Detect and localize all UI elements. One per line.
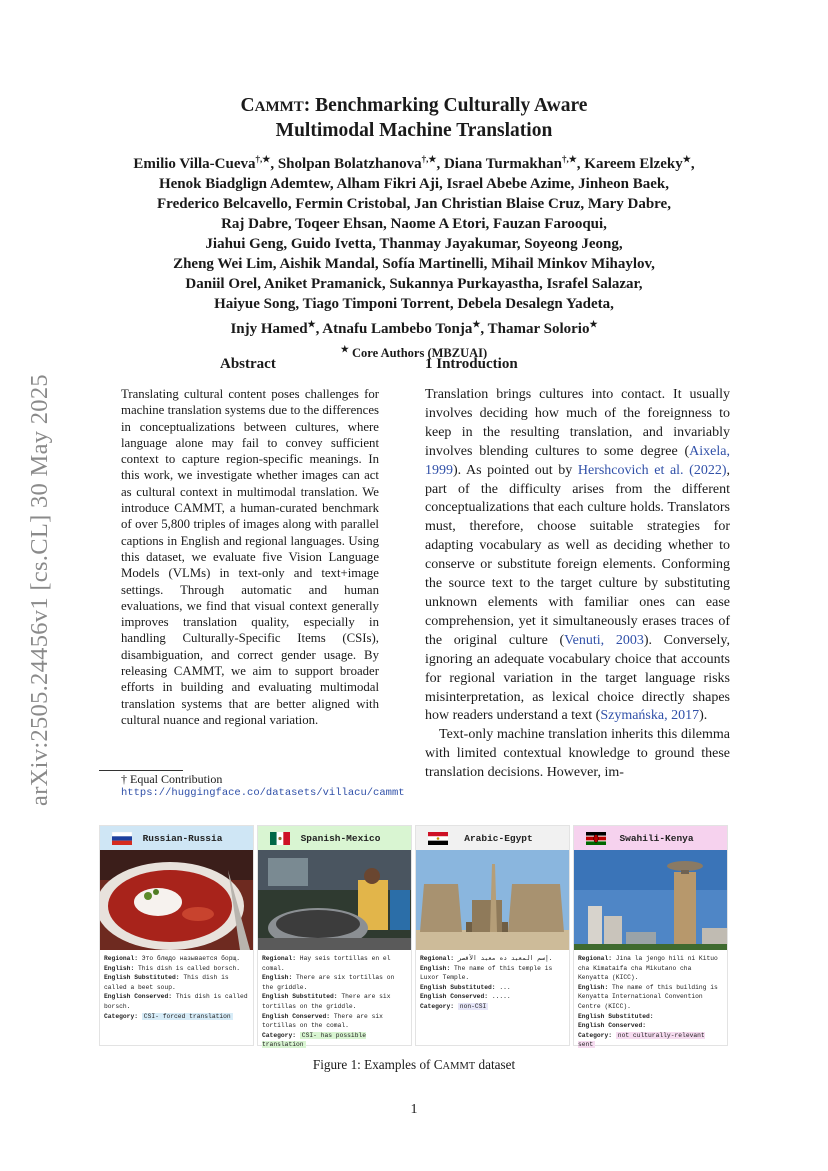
author-affil-mark: †,★ (255, 154, 271, 164)
author-name: Injy Hamed (230, 321, 308, 337)
regional-label: Regional: (578, 955, 613, 962)
substituted-caption: ... (499, 983, 511, 991)
regional-label: Regional: (420, 955, 455, 962)
substituted-caption: There are six tortillas on the griddle. (262, 993, 391, 1010)
caption-prefix: Figure 1: Examples of C (312, 1057, 443, 1072)
introduction-body (425, 386, 730, 783)
category-tag: non-CSI (459, 1002, 487, 1010)
substituted-label: English Substituted: (104, 974, 180, 982)
author-affil-mark: ★ (307, 319, 316, 329)
intro-text: ). Conversely, ignoring an adequate vocabulary choice that accounts for regional variation in the target language risks misinterpretation, as lexical choice directly shapes how readers understand a text ( (425, 632, 730, 724)
substituted-label: English Substituted: (262, 993, 338, 1001)
conserved-label: English Conserved: (262, 1012, 331, 1020)
intro-paragraph-2: Text-only machine translation inherits this dilemma with limited contextual knowledge to ground these translation decisions. However, im- (425, 727, 730, 781)
english-caption: The name of this building is Kenyatta International Convention Centre (KICC). (578, 983, 718, 1010)
card-captions (574, 950, 727, 1050)
conserved-caption: This dish is called borsch. (104, 993, 248, 1010)
author-line: Haiyue Song, Tiago Timponi Torrent, Debela Desalegn Yadeta, (214, 296, 614, 312)
example-card-swahili (573, 825, 728, 1049)
english-label: English: (420, 964, 451, 972)
introduction-heading: 1 Introduction (425, 356, 518, 372)
author-affil-mark: †,★ (561, 154, 577, 164)
example-card-russian (99, 825, 254, 1046)
author-affil-mark: ★ (682, 154, 691, 164)
figure-caption (0, 1057, 828, 1073)
author-line: Raj Dabre, Toqeer Ehsan, Naome A Etori, Fauzan Farooqui, (221, 216, 607, 232)
category-tag: not culturally-relevant sent (578, 1031, 705, 1049)
substituted-label: English Substituted: (420, 983, 496, 991)
egypt-flag-icon (428, 832, 448, 845)
author-name: , Atnafu Lambebo Tonja (315, 321, 473, 337)
russia-flag-icon (112, 832, 132, 845)
english-label: English: (262, 974, 293, 982)
english-label: English: (578, 983, 609, 991)
conserved-caption: ..... (491, 993, 511, 1001)
author-affil-mark: ★ (472, 319, 481, 329)
regional-label: Regional: (262, 955, 297, 962)
arxiv-id-text: arXiv:2505.24456v1 [cs.CL] 30 May 2025 (26, 374, 53, 806)
citation-link[interactable]: Venuti, 2003 (564, 632, 644, 648)
kicc-skyline-image (574, 850, 727, 950)
english-caption: The name of this temple is Luxor Temple. (420, 964, 553, 982)
citation-link[interactable]: Aixela, 1999 (425, 443, 730, 478)
category-label: Category: (262, 1031, 297, 1039)
abstract-body: Translating cultural content poses challenges for machine translation systems due to the differences in conceptualizations between cultures, where language alone may fail to convey sufficient context to capture region-specific meanings. In this work, we investigate whether images can act as cultural context in multimodal translation. We introduce CAMMT, a human-curated benchmark of over 5,800 triples of images along with parallel captions in English and regional languages. Using this dataset, we evaluate five Vision Language Models (VLMs) in text-only and text+image settings. Through automatic and human evaluations, we find that visual context generally improves translation quality, especially in handling Culturally-Specific Items (CSIs), disambiguation, and correct gender usage. By releasing CAMMT, we aim to support broader efforts in building and evaluating multimodal translation systems that are better aligned with cultural nuance and regional variation. (121, 387, 379, 727)
category-tag: CSI- forced translation (143, 1012, 231, 1020)
card-header (574, 826, 727, 850)
author-name: , Thamar Solorio (480, 321, 590, 337)
regional-caption: Hay seis tortillas en el comal. (262, 955, 391, 972)
regional-caption: Это блюдо называется борщ. (141, 955, 241, 962)
author-name: , Diana Turmakhan (436, 156, 562, 172)
author-list (90, 149, 738, 363)
category-label: Category: (578, 1031, 613, 1039)
substituted-caption: This dish is called a beet soup. (104, 974, 229, 991)
author-line: Jiahui Geng, Guido Ivetta, Thanmay Jayakumar, Soyeong Jeong, (205, 236, 623, 252)
author-line: Frederico Belcavello, Fermin Cristobal, Jan Christian Blaise Cruz, Mary Dabre, (157, 196, 671, 212)
paper-title (0, 94, 828, 142)
luxor-temple-image (416, 850, 569, 950)
author-name: , Kareem Elzeky (576, 156, 683, 172)
citation-link[interactable]: Hershcovich et al. (2022) (577, 462, 727, 478)
core-star-mark: ★ (340, 344, 349, 354)
arxiv-identifier-stamp (14, 340, 66, 840)
regional-caption: إسم المعبد ده معبد الأقصر. (457, 955, 553, 962)
borscht-image (100, 850, 253, 950)
regional-label: Regional: (104, 955, 139, 962)
substituted-label: English Substituted: (578, 1012, 654, 1020)
card-language: Russian-Russia (142, 832, 223, 844)
abstract-heading: Abstract (220, 356, 276, 372)
card-captions (258, 950, 411, 1050)
intro-text: ). As pointed out by (453, 462, 578, 478)
title-smallcaps: AMMT (254, 99, 304, 115)
conserved-label: English Conserved: (578, 1022, 647, 1030)
example-card-arabic (415, 825, 570, 1046)
category-label: Category: (104, 1012, 139, 1020)
example-card-spanish (257, 825, 412, 1049)
author-line: Zheng Wei Lim, Aishik Mandal, Sofía Martinelli, Mihail Minkov Mihaylov, (173, 256, 655, 272)
regional-caption: Jina la jengo hili ni Kituo cha Kimataifa cha Mikutano cha Kenyatta (KICC). (578, 955, 718, 982)
mexico-flag-icon (270, 832, 290, 845)
tortilla-stand-image (258, 850, 411, 950)
english-label: English: (104, 964, 135, 972)
intro-text: ). (699, 708, 708, 724)
card-header (100, 826, 253, 850)
category-tag: CSI- has possible translation (262, 1031, 367, 1049)
conserved-caption: There are six tortillas on the comal. (262, 1012, 383, 1030)
card-header (416, 826, 569, 850)
figure-1-examples (99, 825, 731, 1049)
caption-suffix: dataset (475, 1057, 516, 1072)
author-line: Henok Biadglign Ademtew, Alham Fikri Aji, Israel Abebe Azime, Jinheon Baek, (158, 176, 670, 192)
author-name: Emilio Villa-Cueva (133, 156, 256, 172)
dataset-url-link[interactable]: https://huggingface.co/datasets/villacu/cammt (121, 787, 405, 799)
equal-contribution-footnote: † Equal Contribution (121, 772, 223, 786)
author-separator: , (690, 156, 695, 172)
author-affil-mark: †,★ (421, 154, 437, 164)
card-language: Spanish-Mexico (300, 832, 381, 844)
title-line2: Multimodal Machine Translation (275, 120, 553, 141)
author-line: Daniil Orel, Aniket Pramanick, Sukannya Purkayastha, Israfel Salazar, (185, 276, 643, 292)
core-authors-text: Core Authors (MBZUAI) (348, 346, 488, 361)
conserved-label: English Conserved: (420, 993, 489, 1001)
card-captions (416, 950, 569, 1012)
author-name: , Sholpan Bolatzhanova (270, 156, 422, 172)
category-label: Category: (420, 1002, 455, 1010)
intro-paragraph-1 (425, 386, 730, 726)
english-caption: This dish is called borsch. (138, 964, 241, 972)
citation-link[interactable]: Szymańska, 2017 (600, 708, 700, 724)
footnote-rule (99, 770, 183, 771)
card-captions (100, 950, 253, 1021)
intro-text: , part of the difficulty arises from the different conceptualizations that each culture holds. Translators must, therefore, choose suitable strategies for adapting vocabulary as well as deciding whether to conserve or substitute foreign elements. Conforming the source text to the target culture by substituting unknown elements with familiar ones can ease comprehension, yet it simultaneously erases traces of the original culture ( (425, 462, 730, 648)
card-language: Arabic-Egypt (464, 832, 533, 844)
author-affil-mark: ★ (589, 319, 598, 329)
page-number: 1 (410, 1102, 418, 1117)
conserved-label: English Conserved: (104, 993, 173, 1001)
caption-smallcaps: AMMT (442, 1061, 476, 1072)
card-language: Swahili-Kenya (619, 832, 694, 844)
title-line1-rest: : Benchmarking Culturally Aware (303, 95, 588, 116)
card-header (258, 826, 411, 850)
title-initial: C (240, 95, 255, 116)
intro-text: Translation brings cultures into contact. It usually involves deciding how much of the foreignness to keep in the resulting translation, and invariably involves blending cultures to some degree ( (425, 387, 730, 459)
kenya-flag-icon (586, 832, 606, 845)
english-caption: There are six tortillas on the griddle. (262, 974, 395, 991)
